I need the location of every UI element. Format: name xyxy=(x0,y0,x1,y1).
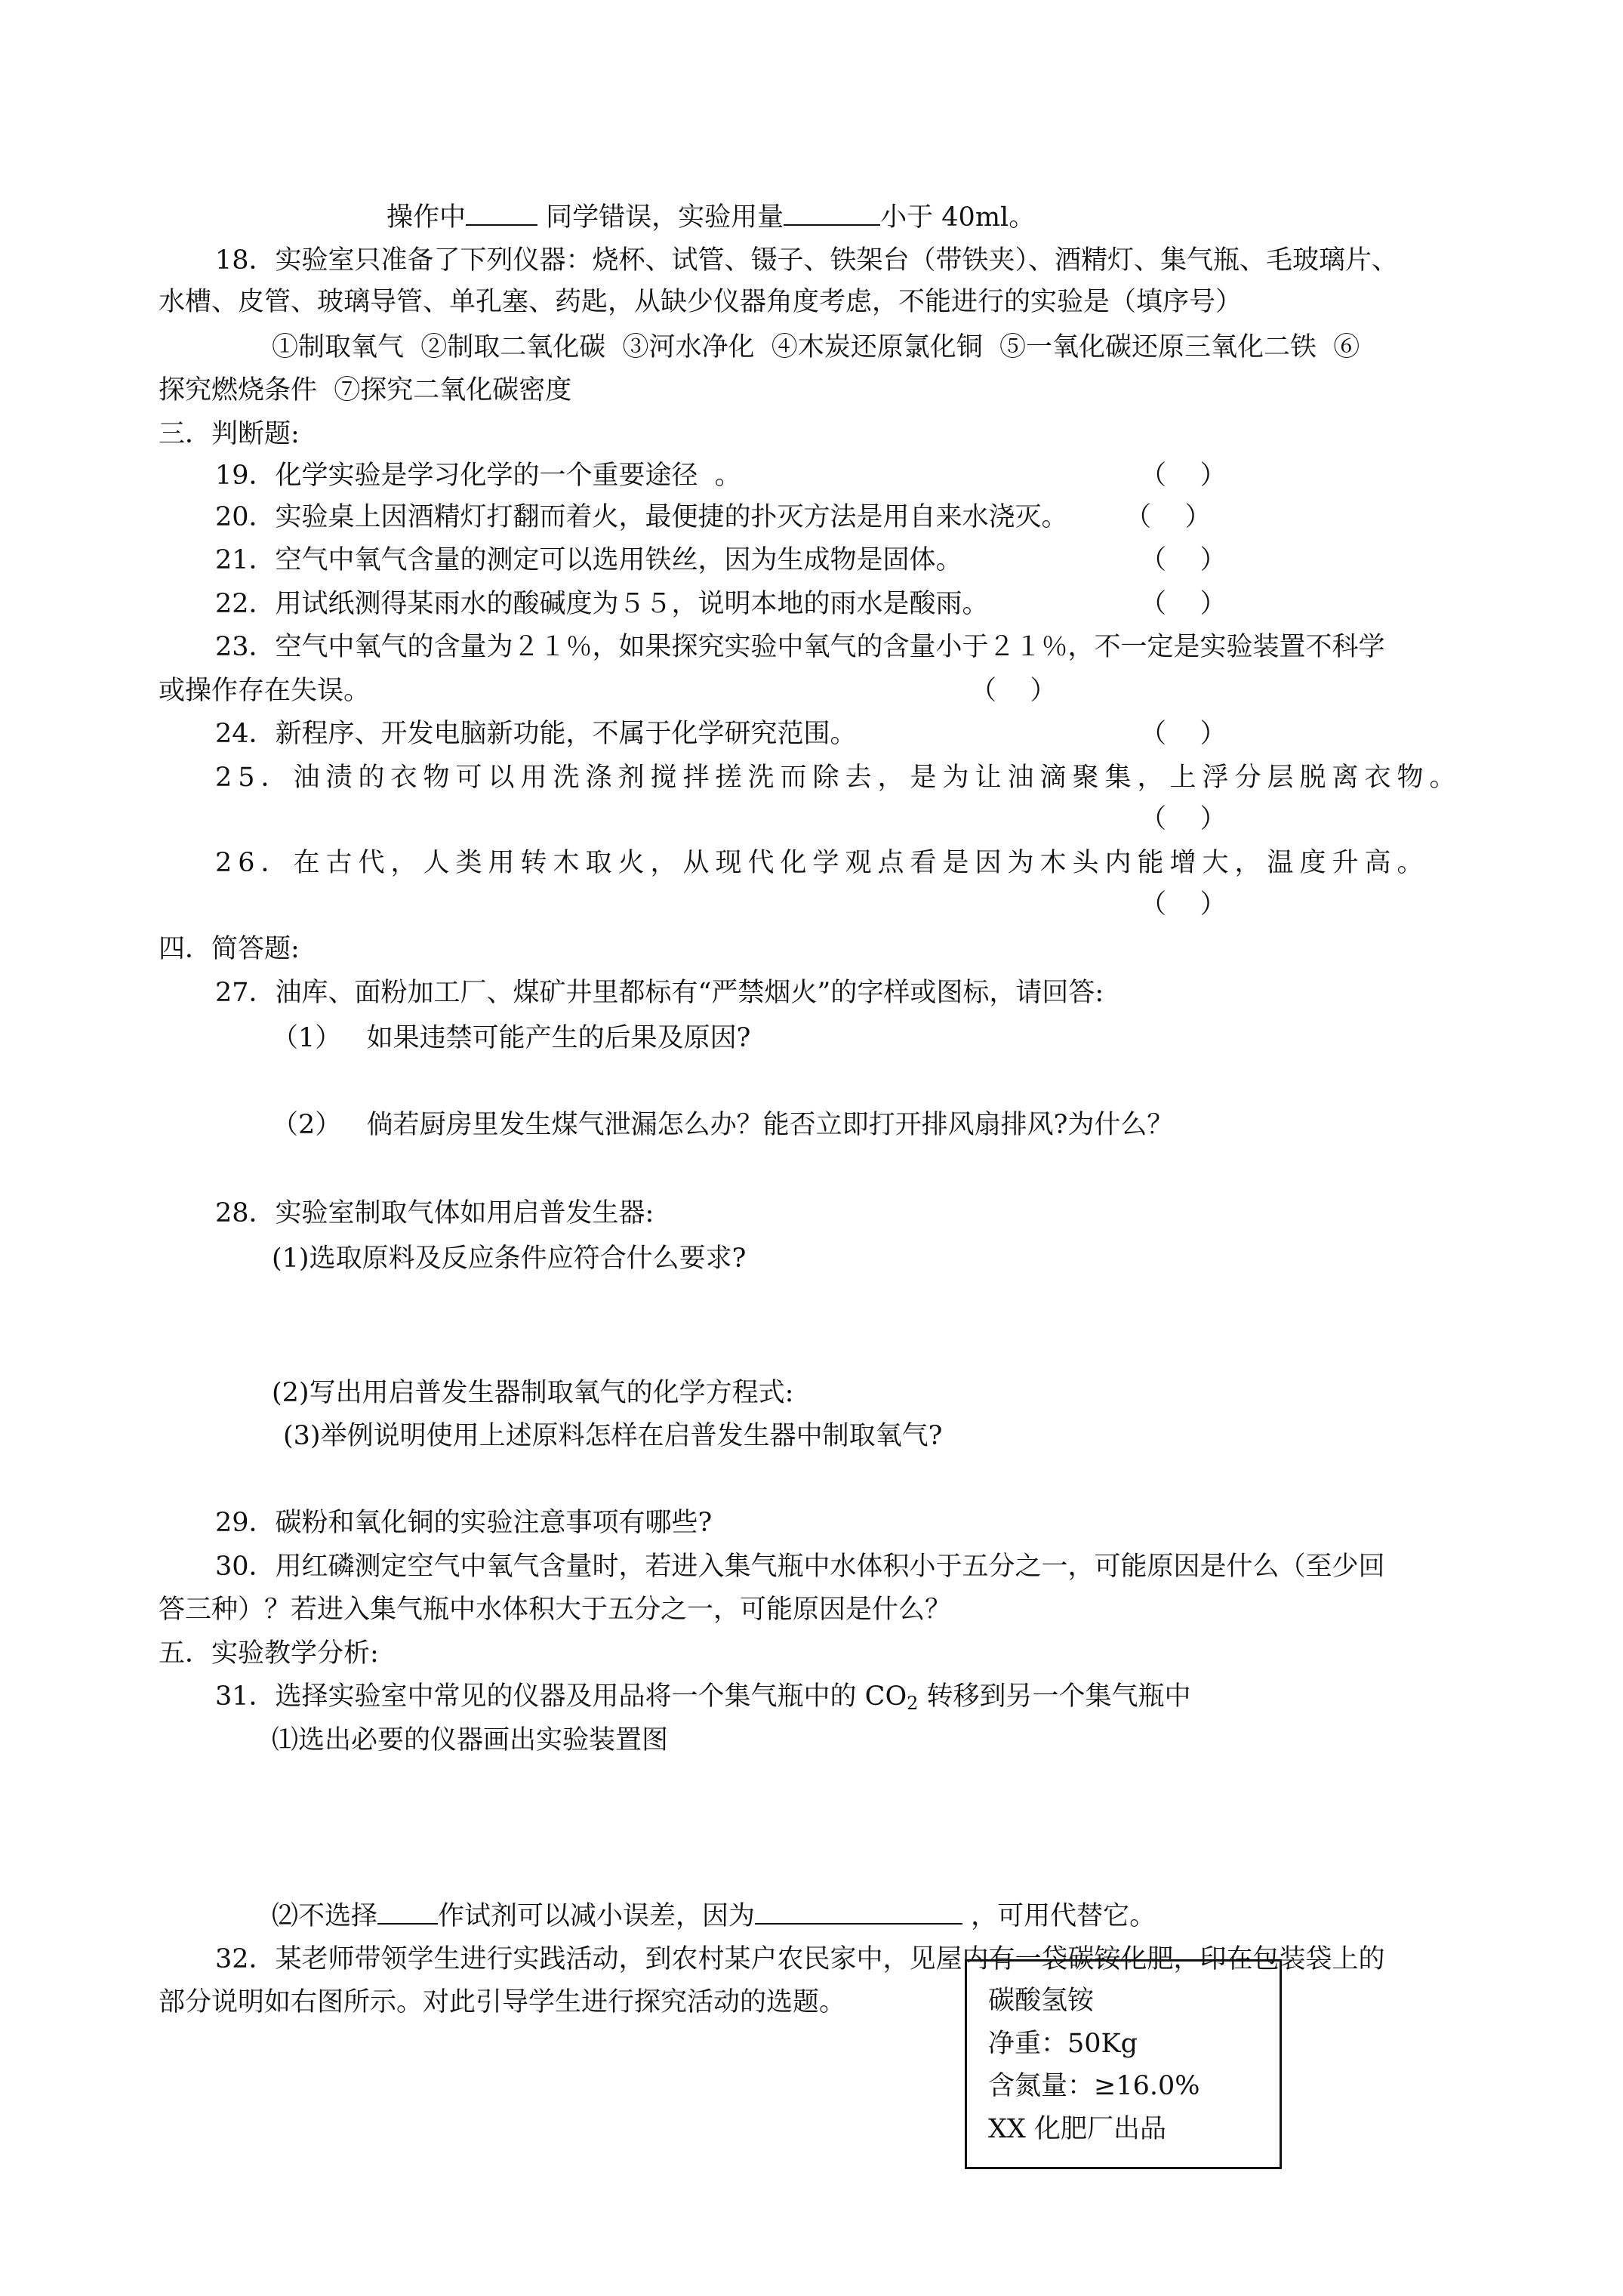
q24-text: 24．新程序、开发电脑新功能，不属于化学研究范围。 xyxy=(215,719,857,749)
section-heading: 三．判断题: xyxy=(159,419,300,449)
label-nitrogen-content: 含氮量：≥16.0% xyxy=(988,2071,1200,2101)
q18-options-cont: 探究燃烧条件 ⑦探究二氧化碳密度 xyxy=(159,375,572,405)
fertilizer-label-box xyxy=(965,1959,1282,2169)
answer-parens[interactable]: （ ） xyxy=(1140,804,1227,834)
q31-stem xyxy=(215,1680,1191,1720)
q21-text: 21．空气中氧气含量的测定可以选用铁丝，因为生成物是固体。 xyxy=(215,545,962,575)
q30-line-1: 30．用红磷测定空气中氧气含量时，若进入集气瓶中水体积小于五分之一，可能原因是什么（至少回 xyxy=(215,1552,1385,1582)
q28-part-1: (1)选取原料及反应条件应符合什么要求? xyxy=(272,1244,747,1274)
answer-blank[interactable] xyxy=(466,200,537,226)
q18-options: ①制取氧气 ②制取二氧化碳 ③河水净化 ④木炭还原氯化铜 ⑤一氧化碳还原三氧化二铁 ⑥ xyxy=(272,332,1360,362)
q18-line-2: 水槽、皮管、玻璃导管、单孔塞、药匙，从缺少仪器角度考虑，不能进行的实验是（填序号） xyxy=(159,287,1243,317)
q19-text: 19．化学实验是学习化学的一个重要途径 。 xyxy=(215,461,741,491)
answer-parens[interactable]: （ ） xyxy=(970,676,1057,706)
label-product-name: 碳酸氢铵 xyxy=(988,1986,1095,2016)
q17-tail xyxy=(387,200,1035,234)
q31-part-2-c: ，可用代替它。 xyxy=(962,1901,1156,1931)
q17-text-c: 小于 40ml。 xyxy=(880,202,1036,233)
q29-text: 29．碳粉和氧化铜的实验注意事项有哪些? xyxy=(215,1508,713,1538)
q31-part-1: ⑴选出必要的仪器画出实验装置图 xyxy=(272,1725,669,1755)
answer-parens[interactable]: （ ） xyxy=(1125,502,1212,532)
q30-line-2: 答三种）？若进入集气瓶中水体积大于五分之一，可能原因是什么？ xyxy=(159,1595,952,1625)
q27-part-2: （2） 倘若厨房里发生煤气泄漏怎么办？能否立即打开排风扇排风?为什么？ xyxy=(272,1110,1174,1140)
label-manufacturer: XX 化肥厂出品 xyxy=(988,2114,1166,2144)
q28-part-2: (2)写出用启普发生器制取氧气的化学方程式: xyxy=(272,1378,794,1408)
label-net-weight: 净重：50Kg xyxy=(988,2029,1138,2059)
q27-stem: 27．油库、面粉加工厂、煤矿井里都标有“严禁烟火”的字样或图标，请回答: xyxy=(215,978,1104,1008)
q31-part-2-b: 作试剂可以减小误差，因为 xyxy=(438,1901,756,1931)
answer-blank[interactable] xyxy=(377,1899,438,1925)
q25-text: 25．油渍的衣物可以用洗涤剂搅拌搓洗而除去，是为让油滴聚集，上浮分层脱离衣物。 xyxy=(215,763,1462,793)
q23-text: 23．空气中氧气的含量为２１％，如果探究实验中氧气的含量小于２１％，不一定是实验装置不科学 xyxy=(215,632,1385,662)
q31-part-2 xyxy=(272,1899,1156,1933)
q20-text: 20．实验桌上因酒精灯打翻而着火，最便捷的扑灭方法是用自来水浇灭。 xyxy=(215,502,1068,532)
q31-part-2-a: ⑵不选择 xyxy=(272,1901,378,1931)
q23-text-cont: 或操作存在失误。 xyxy=(159,676,371,706)
q17-text-b: 同学错误，实验用量 xyxy=(537,202,784,233)
section-heading: 五．实验教学分析: xyxy=(159,1638,379,1669)
q22-text: 22．用试纸测得某雨水的酸碱度为５５，说明本地的雨水是酸雨。 xyxy=(215,589,989,619)
q27-part-1: （1） 如果违禁可能产生的后果及原因? xyxy=(272,1023,751,1053)
answer-parens[interactable]: （ ） xyxy=(1140,461,1227,491)
q31-stem-b: 转移到另一个集气瓶中 xyxy=(918,1681,1191,1712)
answer-parens[interactable]: （ ） xyxy=(1140,589,1227,619)
q26-text: 26．在古代，人类用转木取火，从现代化学观点看是因为木头内能增大，温度升高。 xyxy=(215,848,1430,878)
answer-parens[interactable]: （ ） xyxy=(1140,545,1227,575)
q28-stem: 28．实验室制取气体如用启普发生器: xyxy=(215,1198,654,1228)
q32-line-2: 部分说明如右图所示。对此引导学生进行探究活动的选题。 xyxy=(159,1987,846,2017)
q18-line-1: 18．实验室只准备了下列仪器：烧杯、试管、镊子、铁架台（带铁夹）、酒精灯、集气瓶、毛玻璃片、 xyxy=(215,245,1399,276)
q32-line-1: 32．某老师带领学生进行实践活动，到农村某户农民家中，见屋内有一袋碳铵化肥，印在包装袋上的 xyxy=(215,1944,1385,1974)
answer-blank[interactable] xyxy=(755,1899,962,1925)
q17-text-a: 操作中 xyxy=(387,202,467,233)
q28-part-3: (3)举例说明使用上述原料怎样在启普发生器中制取氧气? xyxy=(283,1421,943,1451)
subscript: 2 xyxy=(907,1693,919,1714)
answer-blank[interactable] xyxy=(784,200,880,226)
section-heading: 四．简答题: xyxy=(159,934,300,964)
answer-parens[interactable]: （ ） xyxy=(1140,889,1227,920)
answer-parens[interactable]: （ ） xyxy=(1140,719,1227,749)
q31-stem-a: 31．选择实验室中常见的仪器及用品将一个集气瓶中的 CO xyxy=(215,1681,907,1712)
